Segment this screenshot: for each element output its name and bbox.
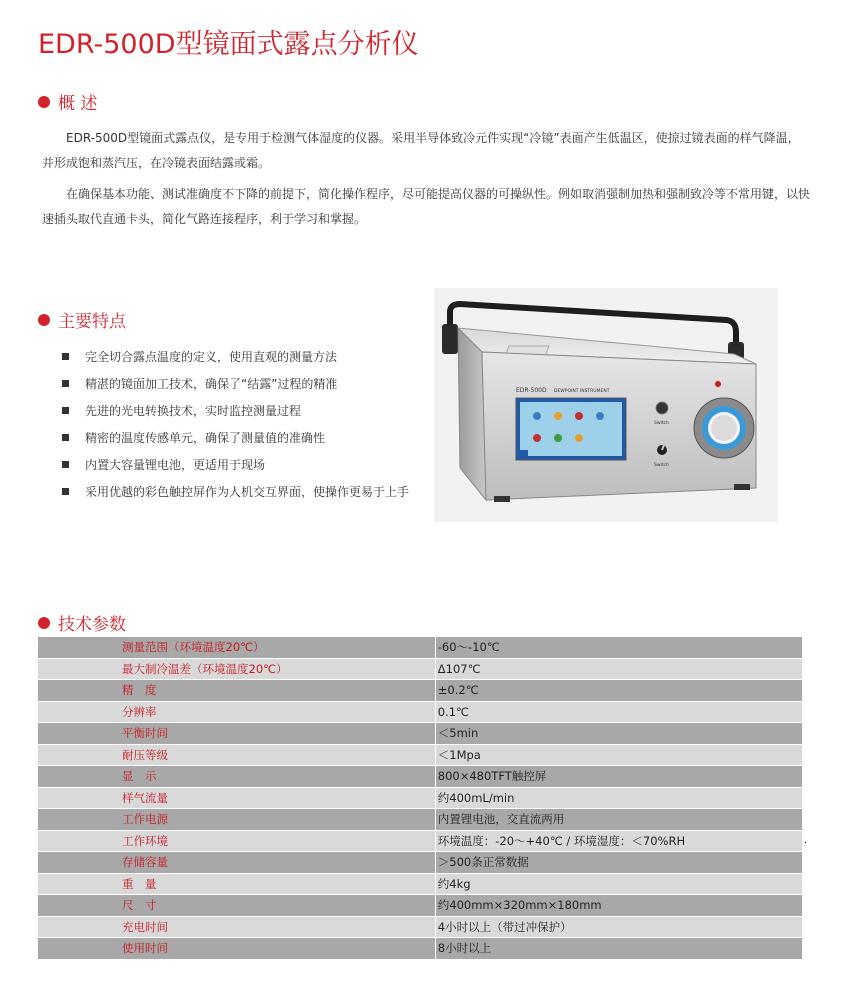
overview-heading-label: 概 述 [58, 94, 98, 114]
table-row: 使用时间 8小时以上 [38, 938, 802, 960]
table-row: 显 示 800×480TFT触控屏 [38, 766, 802, 788]
square-bullet-icon [62, 380, 69, 387]
overview-paragraph-1: EDR-500D型镜面式露点仪，是专用于检测气体湿度的仪器。采用半导体致冷元件实现“冷镜”表面产生低温区，使掠过镜表面的样气降温，并形成饱和蒸汽压，在冷镜表面结露或霜。 [42, 131, 800, 170]
switch-label-1: Switch [654, 421, 669, 426]
table-row: 精 度 ±0.2℃ [38, 680, 802, 702]
table-row: 工作环境 环境温度：-20～+40℃ / 环境湿度：＜70%RH [38, 830, 802, 852]
switch-label-2: Switch [654, 463, 669, 468]
table-row: 测量范围（环境温度20℃） -60～-10℃ [38, 637, 802, 658]
features-heading-label: 主要特点 [58, 312, 126, 332]
dewpoint-analyzer-illustration [434, 288, 778, 522]
specs-heading [38, 610, 126, 635]
table-row: 工作电源 内置锂电池，交直流两用 [38, 809, 802, 831]
device-photo [434, 288, 778, 522]
square-bullet-icon [62, 353, 69, 360]
bullet-dot-icon [38, 617, 50, 629]
list-item: 精湛的镜面加工技术，确保了“结露”过程的精准 [62, 370, 409, 397]
panel-text: DEWPOINT INSTRUMENT [554, 389, 610, 394]
square-bullet-icon [62, 461, 69, 468]
bullet-dot-icon [38, 96, 50, 108]
overview-heading [38, 89, 97, 114]
table-row: 充电时间 4小时以上（带过冲保护） [38, 916, 802, 938]
model-label: EDR-500D [516, 387, 547, 394]
features-list [62, 343, 409, 505]
table-row: 平衡时间 ＜5min [38, 723, 802, 745]
overview-paragraph-2: 在确保基本功能、测试准确度不下降的前提下，简化操作程序，尽可能提高仪器的可操纵性。例如取消强制加热和强制致冷等不常用键，以快速插头取代直通卡头，简化气路连接程序，利于学习和掌握。 [42, 187, 811, 226]
table-row: 存储容量 ＞500条正常数据 [38, 852, 802, 874]
table-row: 样气流量 约400mL/min [38, 787, 802, 809]
features-heading [38, 307, 126, 332]
specs-table [38, 637, 802, 960]
table-row: 分辨率 0.1℃ [38, 701, 802, 723]
list-item: 完全切合露点温度的定义，使用直观的测量方法 [62, 343, 409, 370]
square-bullet-icon [62, 407, 69, 414]
table-row: 耐压等级 ＜1Mpa [38, 744, 802, 766]
list-item: 采用优越的彩色触控屏作为人机交互界面，使操作更易于上手 [62, 478, 409, 505]
list-item: 精密的温度传感单元，确保了测量值的准确性 [62, 424, 409, 451]
bullet-dot-icon [38, 314, 50, 326]
square-bullet-icon [62, 434, 69, 441]
list-item: 先进的光电转换技术，实时监控测量过程 [62, 397, 409, 424]
list-item: 内置大容量锂电池，更适用于现场 [62, 451, 409, 478]
table-row: 重 量 约4kg [38, 873, 802, 895]
specs-heading-label: 技术参数 [58, 615, 126, 635]
page-title: EDR-500D型镜面式露点分析仪 [38, 29, 419, 60]
table-row: 最大制冷温差（环境温度20℃） Δ107℃ [38, 658, 802, 680]
square-bullet-icon [62, 488, 69, 495]
table-row: 尺 寸 约400mm×320mm×180mm [38, 895, 802, 917]
stray-dot: · [804, 838, 808, 849]
